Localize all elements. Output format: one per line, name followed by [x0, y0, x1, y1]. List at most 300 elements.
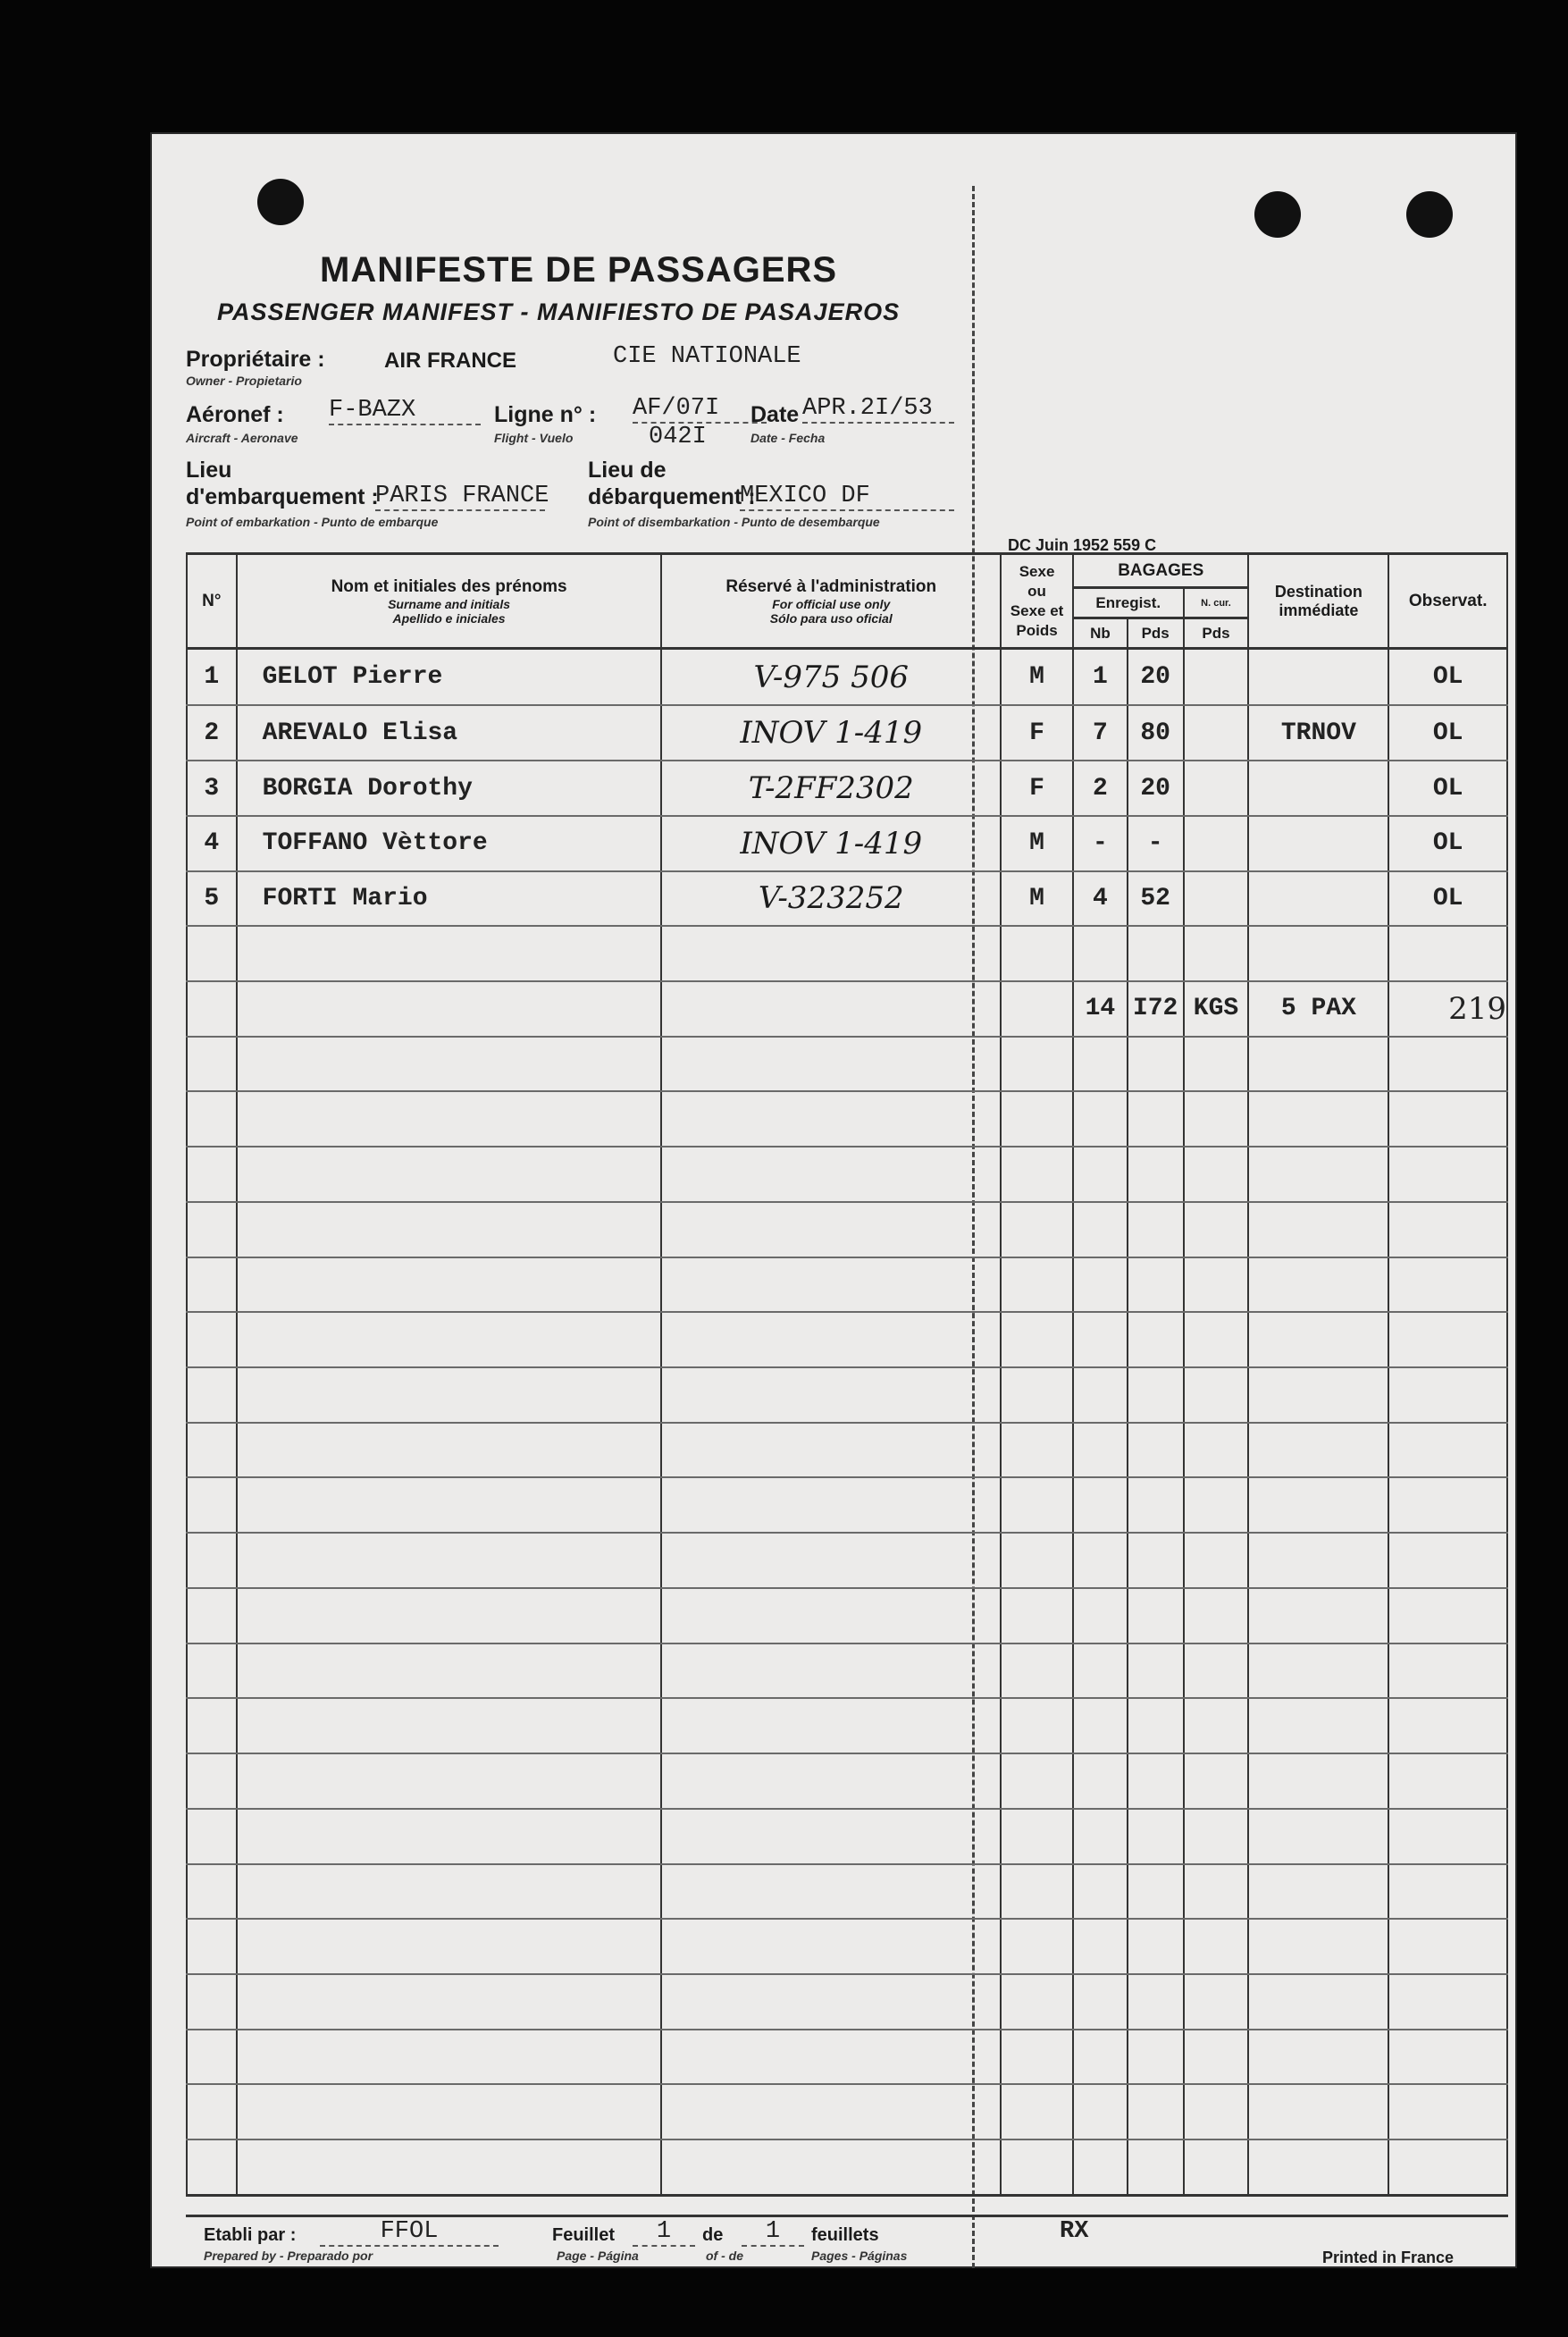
cell-nb: 2 — [1073, 761, 1128, 816]
cell-dest — [1248, 1809, 1388, 1864]
cell-sex — [1001, 1147, 1073, 1202]
cell-pds — [1128, 1974, 1184, 2030]
cell-name — [237, 1477, 662, 1533]
cell-pds: 20 — [1128, 761, 1184, 816]
cell-nb — [1073, 1202, 1128, 1257]
cell-no — [187, 1864, 237, 1920]
cell-dest — [1248, 1037, 1388, 1092]
cell-dest — [1248, 1257, 1388, 1313]
cell-ncur — [1184, 926, 1249, 981]
cell-name: FORTI Mario — [237, 871, 662, 927]
table-row — [187, 1974, 1507, 2030]
cell-dest — [1248, 1147, 1388, 1202]
cell-no: 5 — [187, 871, 237, 927]
cell-dest — [1248, 1091, 1388, 1147]
cell-name — [237, 1037, 662, 1092]
passenger-table — [186, 552, 1508, 2197]
cell-obs — [1388, 1037, 1507, 1092]
table-row — [187, 1202, 1507, 1257]
cell-obs — [1388, 926, 1507, 981]
table-row — [187, 1091, 1507, 1147]
prepared-sub: Prepared by - Preparado por — [204, 2249, 373, 2263]
cell-sex — [1001, 1588, 1073, 1643]
cell-no — [187, 1091, 237, 1147]
cell-ncur — [1184, 1974, 1249, 2030]
cell-nb — [1073, 1257, 1128, 1313]
cell-no — [187, 1037, 237, 1092]
cell-ncur — [1184, 761, 1249, 816]
document-title: MANIFESTE DE PASSAGERS — [320, 250, 838, 290]
de-sub: of - de — [706, 2249, 743, 2263]
cell-sex — [1001, 1864, 1073, 1920]
cell-admin — [661, 1974, 1001, 2030]
cell-ncur — [1184, 1809, 1249, 1864]
cell-dest — [1248, 871, 1388, 927]
cell-ncur — [1184, 2084, 1249, 2139]
col-enregist: Enregist. — [1073, 588, 1183, 618]
cell-name — [237, 1588, 662, 1643]
cell-pds — [1128, 1477, 1184, 1533]
aircraft-sub: Aircraft - Aeronave — [186, 431, 298, 445]
feuillet-sub: Page - Página — [557, 2249, 639, 2263]
cell-ncur — [1184, 1037, 1249, 1092]
cell-dest — [1248, 2030, 1388, 2085]
cell-nb — [1073, 1477, 1128, 1533]
cell-dest — [1248, 1753, 1388, 1809]
col-pds: Pds — [1128, 618, 1184, 649]
cell-pds: 52 — [1128, 871, 1184, 927]
cell-no — [187, 1423, 237, 1478]
cell-nb — [1073, 1864, 1128, 1920]
cell-dest — [1248, 1312, 1388, 1367]
table-row — [187, 649, 1507, 706]
cell-pds — [1128, 1423, 1184, 1478]
cell-sex — [1001, 926, 1073, 981]
owner-typed: CIE NATIONALE — [613, 343, 801, 370]
feuillets-label: feuillets — [811, 2225, 879, 2245]
punch-hole — [1406, 191, 1453, 238]
cell-pds — [1128, 1533, 1184, 1588]
col-destination — [1248, 554, 1388, 649]
cell-sex — [1001, 2084, 1073, 2139]
cell-sex — [1001, 1809, 1073, 1864]
cell-name — [237, 1091, 662, 1147]
cell-name: AREVALO Elisa — [237, 705, 662, 761]
disembark-label1: Lieu de — [588, 458, 667, 483]
cell-ncur — [1184, 1643, 1249, 1699]
total-pds: I72 — [1128, 981, 1184, 1037]
of-value: 1 — [742, 2218, 804, 2247]
cell-nb — [1073, 2084, 1128, 2139]
cell-no — [187, 1367, 237, 1423]
col-nb: Nb — [1073, 618, 1128, 649]
cell-sex — [1001, 1037, 1073, 1092]
cell-name — [237, 2084, 662, 2139]
table-row — [187, 816, 1507, 871]
cell-nb — [1073, 2139, 1128, 2195]
cell-nb: 7 — [1073, 705, 1128, 761]
table-row — [187, 1864, 1507, 1920]
prepared-value: FFOL — [320, 2218, 499, 2247]
cell-obs: OL — [1388, 871, 1507, 927]
cell-name — [237, 1864, 662, 1920]
cell-sex — [1001, 1919, 1073, 1974]
cell-pds — [1128, 1312, 1184, 1367]
cell-pds — [1128, 1643, 1184, 1699]
disembark-sub: Point of disembarkation - Punto de desembarque — [588, 515, 880, 529]
cell-nb — [1073, 2030, 1128, 2085]
printed-in-france: Printed in France — [1322, 2249, 1455, 2266]
cell-no: 4 — [187, 816, 237, 871]
cell-ncur — [1184, 1367, 1249, 1423]
cell-obs — [1388, 1643, 1507, 1699]
cell-sex — [1001, 1202, 1073, 1257]
cell-ncur — [1184, 1257, 1249, 1313]
cell-dest — [1248, 1367, 1388, 1423]
cell-admin — [661, 1533, 1001, 1588]
cell-nb — [1073, 1698, 1128, 1753]
cell-ncur — [1184, 1091, 1249, 1147]
cell-admin — [661, 1753, 1001, 1809]
prepared-label: Etabli par : — [204, 2225, 297, 2245]
cell-obs — [1388, 1809, 1507, 1864]
cell-pds — [1128, 1919, 1184, 1974]
cell-pds — [1128, 1864, 1184, 1920]
cell-no — [187, 1809, 237, 1864]
table-row — [187, 761, 1507, 816]
col-admin-sub1: For official use only — [772, 596, 891, 611]
table-row — [187, 1312, 1507, 1367]
date-label: Date — [750, 402, 800, 427]
owner-label: Propriétaire : — [186, 347, 325, 372]
col-name-sub2: Apellido e iniciales — [392, 610, 506, 626]
cell-obs — [1388, 1477, 1507, 1533]
col-ncur: N. cur. — [1184, 588, 1249, 618]
cell-no — [187, 1643, 237, 1699]
cell-name: TOFFANO Vèttore — [237, 816, 662, 871]
cell-ncur — [1184, 1919, 1249, 1974]
cell-dest — [1248, 1477, 1388, 1533]
flight-label: Ligne n° : — [494, 402, 597, 427]
cell-admin — [661, 1091, 1001, 1147]
cell-no — [187, 1533, 237, 1588]
disembark-label2: débarquement : — [588, 484, 756, 509]
cell-nb: 4 — [1073, 871, 1128, 927]
cell-pds — [1128, 1091, 1184, 1147]
cell-name — [237, 1974, 662, 2030]
cell-no — [187, 1257, 237, 1313]
cell-dest — [1248, 1533, 1388, 1588]
table-row — [187, 1753, 1507, 1809]
cell-dest — [1248, 1698, 1388, 1753]
cell-nb — [1073, 1974, 1128, 2030]
cell-obs — [1388, 1257, 1507, 1313]
table-row — [187, 1533, 1507, 1588]
cell-name: BORGIA Dorothy — [237, 761, 662, 816]
cell-pds — [1128, 1202, 1184, 1257]
embark-value: PARIS FRANCE — [375, 483, 549, 509]
cell-no — [187, 2084, 237, 2139]
cell-sex — [1001, 1643, 1073, 1699]
cell-pds: - — [1128, 816, 1184, 871]
cell-dest — [1248, 2139, 1388, 2195]
cell-nb — [1073, 1147, 1128, 1202]
cell-obs — [1388, 1423, 1507, 1478]
cell-no — [187, 1753, 237, 1809]
cell-sex: F — [1001, 705, 1073, 761]
col-bagages: BAGAGES — [1073, 554, 1248, 588]
cell-admin — [661, 1037, 1001, 1092]
cell-dest — [1248, 816, 1388, 871]
cell-dest — [1248, 1423, 1388, 1478]
total-unit: KGS — [1184, 981, 1249, 1037]
cell-admin — [661, 2139, 1001, 2195]
table-row — [187, 1423, 1507, 1478]
cell-admin — [661, 1147, 1001, 1202]
cell-name — [237, 1257, 662, 1313]
col-name-title: Nom et initiales des prénoms — [331, 576, 567, 596]
footer-rule — [186, 2215, 1508, 2217]
cell-dest — [1248, 926, 1388, 981]
cell-ncur — [1184, 2139, 1249, 2195]
cell-admin — [661, 1919, 1001, 1974]
manifest-sheet — [150, 132, 1517, 2268]
cell-obs — [1388, 2030, 1507, 2085]
cell-no — [187, 1202, 237, 1257]
col-name — [237, 554, 662, 649]
cell-no — [187, 1312, 237, 1367]
cell-admin — [661, 1202, 1001, 1257]
cell-sex — [1001, 1091, 1073, 1147]
cell-name — [237, 1367, 662, 1423]
col-admin — [661, 554, 1001, 649]
table-row — [187, 1367, 1507, 1423]
cell-admin: INOV 1-419 — [661, 816, 1001, 871]
cell-name — [237, 1423, 662, 1478]
table-row — [187, 871, 1507, 927]
cell-nb — [1073, 1919, 1128, 1974]
cell-obs: OL — [1388, 649, 1507, 706]
punch-hole — [1254, 191, 1301, 238]
cell-pds — [1128, 2030, 1184, 2085]
owner-sub: Owner - Propietario — [186, 374, 302, 388]
col-dest-2: immédiate — [1279, 601, 1359, 619]
embark-sub: Point of embarkation - Punto de embarque — [186, 515, 439, 529]
cell-admin — [661, 2030, 1001, 2085]
cell-sex: M — [1001, 649, 1073, 706]
cell-ncur — [1184, 1588, 1249, 1643]
cell-obs — [1388, 1533, 1507, 1588]
cell-sex — [1001, 1477, 1073, 1533]
cell-sex: F — [1001, 761, 1073, 816]
cell-admin — [661, 1367, 1001, 1423]
cell-name — [237, 981, 662, 1037]
punch-hole — [257, 179, 304, 225]
cell-pds — [1128, 1257, 1184, 1313]
table-row — [187, 1809, 1507, 1864]
cell-admin — [661, 1477, 1001, 1533]
cell-admin: V-323252 — [661, 871, 1001, 927]
total-pax: 5 PAX — [1248, 981, 1388, 1037]
cell-pds — [1128, 1753, 1184, 1809]
cell-pds — [1128, 926, 1184, 981]
cell-name — [237, 1533, 662, 1588]
cell-ncur — [1184, 1202, 1249, 1257]
cell-ncur — [1184, 1477, 1249, 1533]
cell-dest — [1248, 761, 1388, 816]
col-no: N° — [187, 554, 237, 649]
cell-pds — [1128, 1147, 1184, 1202]
cell-sex — [1001, 2139, 1073, 2195]
date-value: APR.2I/53 — [802, 395, 954, 424]
table-row — [187, 2084, 1507, 2139]
flight-value2: 042I — [649, 424, 707, 450]
cell-ncur — [1184, 1753, 1249, 1809]
col-sexe-3: Sexe et — [1010, 601, 1064, 619]
cell-sex — [1001, 1312, 1073, 1367]
col-pds-2: Pds — [1184, 618, 1249, 649]
cell-sex — [1001, 1753, 1073, 1809]
table-row — [187, 1919, 1507, 1974]
cell-ncur — [1184, 705, 1249, 761]
cell-nb: - — [1073, 816, 1128, 871]
cell-no — [187, 981, 237, 1037]
feuillet-label: Feuillet — [552, 2225, 616, 2245]
embark-label2: d'embarquement : — [186, 484, 379, 509]
cell-no — [187, 1698, 237, 1753]
cell-dest — [1248, 2084, 1388, 2139]
table-row — [187, 2139, 1507, 2195]
cell-obs — [1388, 1147, 1507, 1202]
cell-name: GELOT Pierre — [237, 649, 662, 706]
cell-ncur — [1184, 2030, 1249, 2085]
total-nb: 14 — [1073, 981, 1128, 1037]
document-subtitle: PASSENGER MANIFEST - MANIFIESTO DE PASAJEROS — [217, 298, 901, 325]
cell-obs — [1388, 1367, 1507, 1423]
cell-name — [237, 1753, 662, 1809]
cell-obs: OL — [1388, 705, 1507, 761]
col-dest-1: Destination — [1274, 582, 1363, 601]
cell-sex — [1001, 1367, 1073, 1423]
cell-pds: 20 — [1128, 649, 1184, 706]
table-row — [187, 1147, 1507, 1202]
cell-nb — [1073, 1091, 1128, 1147]
cell-sex — [1001, 1533, 1073, 1588]
cell-name — [237, 1643, 662, 1699]
flight-value: AF/07I — [633, 395, 767, 424]
cell-admin: INOV 1-419 — [661, 705, 1001, 761]
cell-obs — [1388, 1753, 1507, 1809]
owner-printed: AIR FRANCE — [384, 349, 516, 373]
table-row — [187, 1257, 1507, 1313]
cell-nb: 1 — [1073, 649, 1128, 706]
cell-admin — [661, 1864, 1001, 1920]
form-reference: DC Juin 1952 559 C — [1008, 536, 1157, 554]
cell-pds — [1128, 1809, 1184, 1864]
aircraft-value: F-BAZX — [329, 397, 481, 425]
cell-name — [237, 1919, 662, 1974]
cell-obs — [1388, 1202, 1507, 1257]
col-sexe-4: Poids — [1016, 621, 1058, 639]
cell-dest — [1248, 1202, 1388, 1257]
cell-obs: OL — [1388, 761, 1507, 816]
col-admin-title: Réservé à l'administration — [725, 576, 937, 596]
cell-no — [187, 2030, 237, 2085]
cell-nb — [1073, 1643, 1128, 1699]
cell-admin — [661, 981, 1001, 1037]
cell-pds — [1128, 1037, 1184, 1092]
cell-obs: OL — [1388, 816, 1507, 871]
cell-nb — [1073, 1533, 1128, 1588]
cell-obs — [1388, 1091, 1507, 1147]
cell-no — [187, 1147, 237, 1202]
col-name-sub1: Surname and initials — [388, 596, 511, 611]
de-label: de — [702, 2225, 724, 2245]
cell-name — [237, 1312, 662, 1367]
cell-admin — [661, 926, 1001, 981]
cell-ncur — [1184, 1423, 1249, 1478]
cell-ncur — [1184, 871, 1249, 927]
cell-ncur — [1184, 1312, 1249, 1367]
cell-obs — [1388, 1864, 1507, 1920]
cell-no — [187, 1974, 237, 2030]
cell-no — [187, 1588, 237, 1643]
table-row — [187, 1477, 1507, 1533]
cell-nb — [1073, 1753, 1128, 1809]
cell-obs — [1388, 1919, 1507, 1974]
aircraft-label: Aéronef : — [186, 402, 284, 427]
table-row — [187, 705, 1507, 761]
cell-admin — [661, 2084, 1001, 2139]
cell-admin — [661, 1698, 1001, 1753]
cell-no: 3 — [187, 761, 237, 816]
cell-name — [237, 1147, 662, 1202]
cell-nb — [1073, 1809, 1128, 1864]
cell-sex — [1001, 1974, 1073, 2030]
cell-dest — [1248, 1864, 1388, 1920]
cell-admin — [661, 1643, 1001, 1699]
cell-obs — [1388, 1974, 1507, 2030]
cell-ncur — [1184, 649, 1249, 706]
cell-name — [237, 1698, 662, 1753]
cell-ncur — [1184, 1698, 1249, 1753]
cell-pds — [1128, 1367, 1184, 1423]
cell-no: 1 — [187, 649, 237, 706]
table-row — [187, 981, 1507, 1037]
cell-ncur — [1184, 1864, 1249, 1920]
cell-obs — [1388, 1698, 1507, 1753]
cell-ncur — [1184, 1533, 1249, 1588]
cell-sex — [1001, 1423, 1073, 1478]
table-row — [187, 1588, 1507, 1643]
table-row — [187, 926, 1507, 981]
cell-obs — [1388, 2084, 1507, 2139]
cell-ncur — [1184, 816, 1249, 871]
cell-obs — [1388, 1312, 1507, 1367]
cell-dest — [1248, 649, 1388, 706]
cell-sex: M — [1001, 871, 1073, 927]
col-sexe — [1001, 554, 1073, 649]
cell-dest — [1248, 1919, 1388, 1974]
cell-no — [187, 926, 237, 981]
cell-sex — [1001, 981, 1073, 1037]
cell-obs — [1388, 2139, 1507, 2195]
cell-no — [187, 1919, 237, 1974]
cell-pds — [1128, 2139, 1184, 2195]
cell-admin — [661, 1809, 1001, 1864]
cell-dest — [1248, 1974, 1388, 2030]
footer-rx: RX — [1060, 2218, 1089, 2245]
